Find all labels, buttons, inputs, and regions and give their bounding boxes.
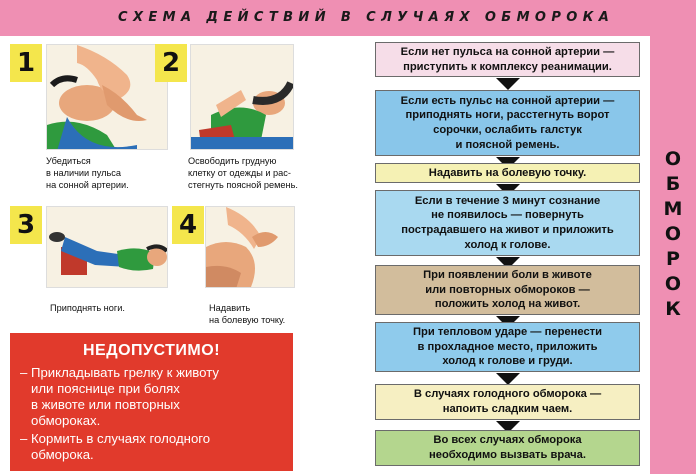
side-letter: Б (665, 173, 681, 195)
step-4-illustration (205, 206, 295, 288)
side-letter: Р (666, 248, 680, 270)
warning-line: в животе или повторных (20, 397, 180, 412)
flow-step-1: Если нет пульса на сонной артерии — приступить к комплексу реанимации. (375, 42, 640, 77)
flow-step-5: При появлении боли в животе или повторных обмороков — положить холод на живот. (375, 265, 640, 315)
warning-line: обморока. (20, 447, 94, 462)
side-letter: О (664, 223, 682, 245)
side-letter: К (665, 298, 681, 320)
side-title-strip (650, 0, 696, 474)
flow-step-2: Если есть пульс на сонной артерии — приподнять ноги, расстегнуть ворот сорочки, ослабить галстук и поясной ремень. (375, 90, 640, 156)
flow-step-7: В случаях голодного обморока — напоить сладким чаем. (375, 384, 640, 420)
step-1-illustration (46, 44, 168, 150)
flow-step-3: Надавить на болевую точку. (375, 163, 640, 183)
flow-arrow (496, 78, 520, 90)
flow-step-8: Во всех случаях обморока необходимо вызвать врача. (375, 430, 640, 466)
warning-line: обмороках. (20, 413, 101, 428)
step-number-4: 4 (172, 206, 204, 244)
step-3-illustration (46, 206, 168, 288)
step-2-caption: Освободить грудную клетку от одежды и рас- стегнуть поясной ремень. (188, 156, 298, 190)
warning-line: – Прикладывать грелку к животу (20, 365, 219, 380)
step-number-1: 1 (10, 44, 42, 82)
warning-title: НЕДОПУСТИМО! (82, 342, 221, 359)
pressure-point-illustration (206, 207, 295, 288)
loosen-clothing-illustration (191, 45, 294, 150)
flow-step-6: При тепловом ударе — перенести в прохладное место, приложить холод к голове и груди. (375, 322, 640, 372)
step-4-caption: Надавить на болевую точку. (209, 303, 286, 325)
raise-legs-illustration (47, 207, 168, 288)
warning-line: или пояснице при болях (20, 381, 180, 396)
header-band (0, 0, 650, 36)
step-3-caption: Приподнять ноги. (50, 303, 125, 313)
side-letter: М (663, 198, 683, 220)
warning-line: – Кормить в случаях голодного (20, 431, 211, 446)
side-letter: О (664, 148, 682, 170)
flow-step-4: Если в течение 3 минут сознание не появилось — повернуть пострадавшего на живот и приложить холод к голове. (375, 190, 640, 256)
page-title: СХЕМА ДЕЙСТВИЙ В СЛУЧАЯХ ОБМОРОКА (118, 10, 615, 25)
warning-panel (10, 333, 293, 471)
step-number-3: 3 (10, 206, 42, 244)
step-number-2: 2 (155, 44, 187, 82)
side-letter: О (664, 273, 682, 295)
step-1-caption: Убедиться в наличии пульса на сонной артерии. (46, 156, 129, 190)
step-2-illustration (190, 44, 294, 150)
pulse-check-illustration (47, 45, 168, 150)
